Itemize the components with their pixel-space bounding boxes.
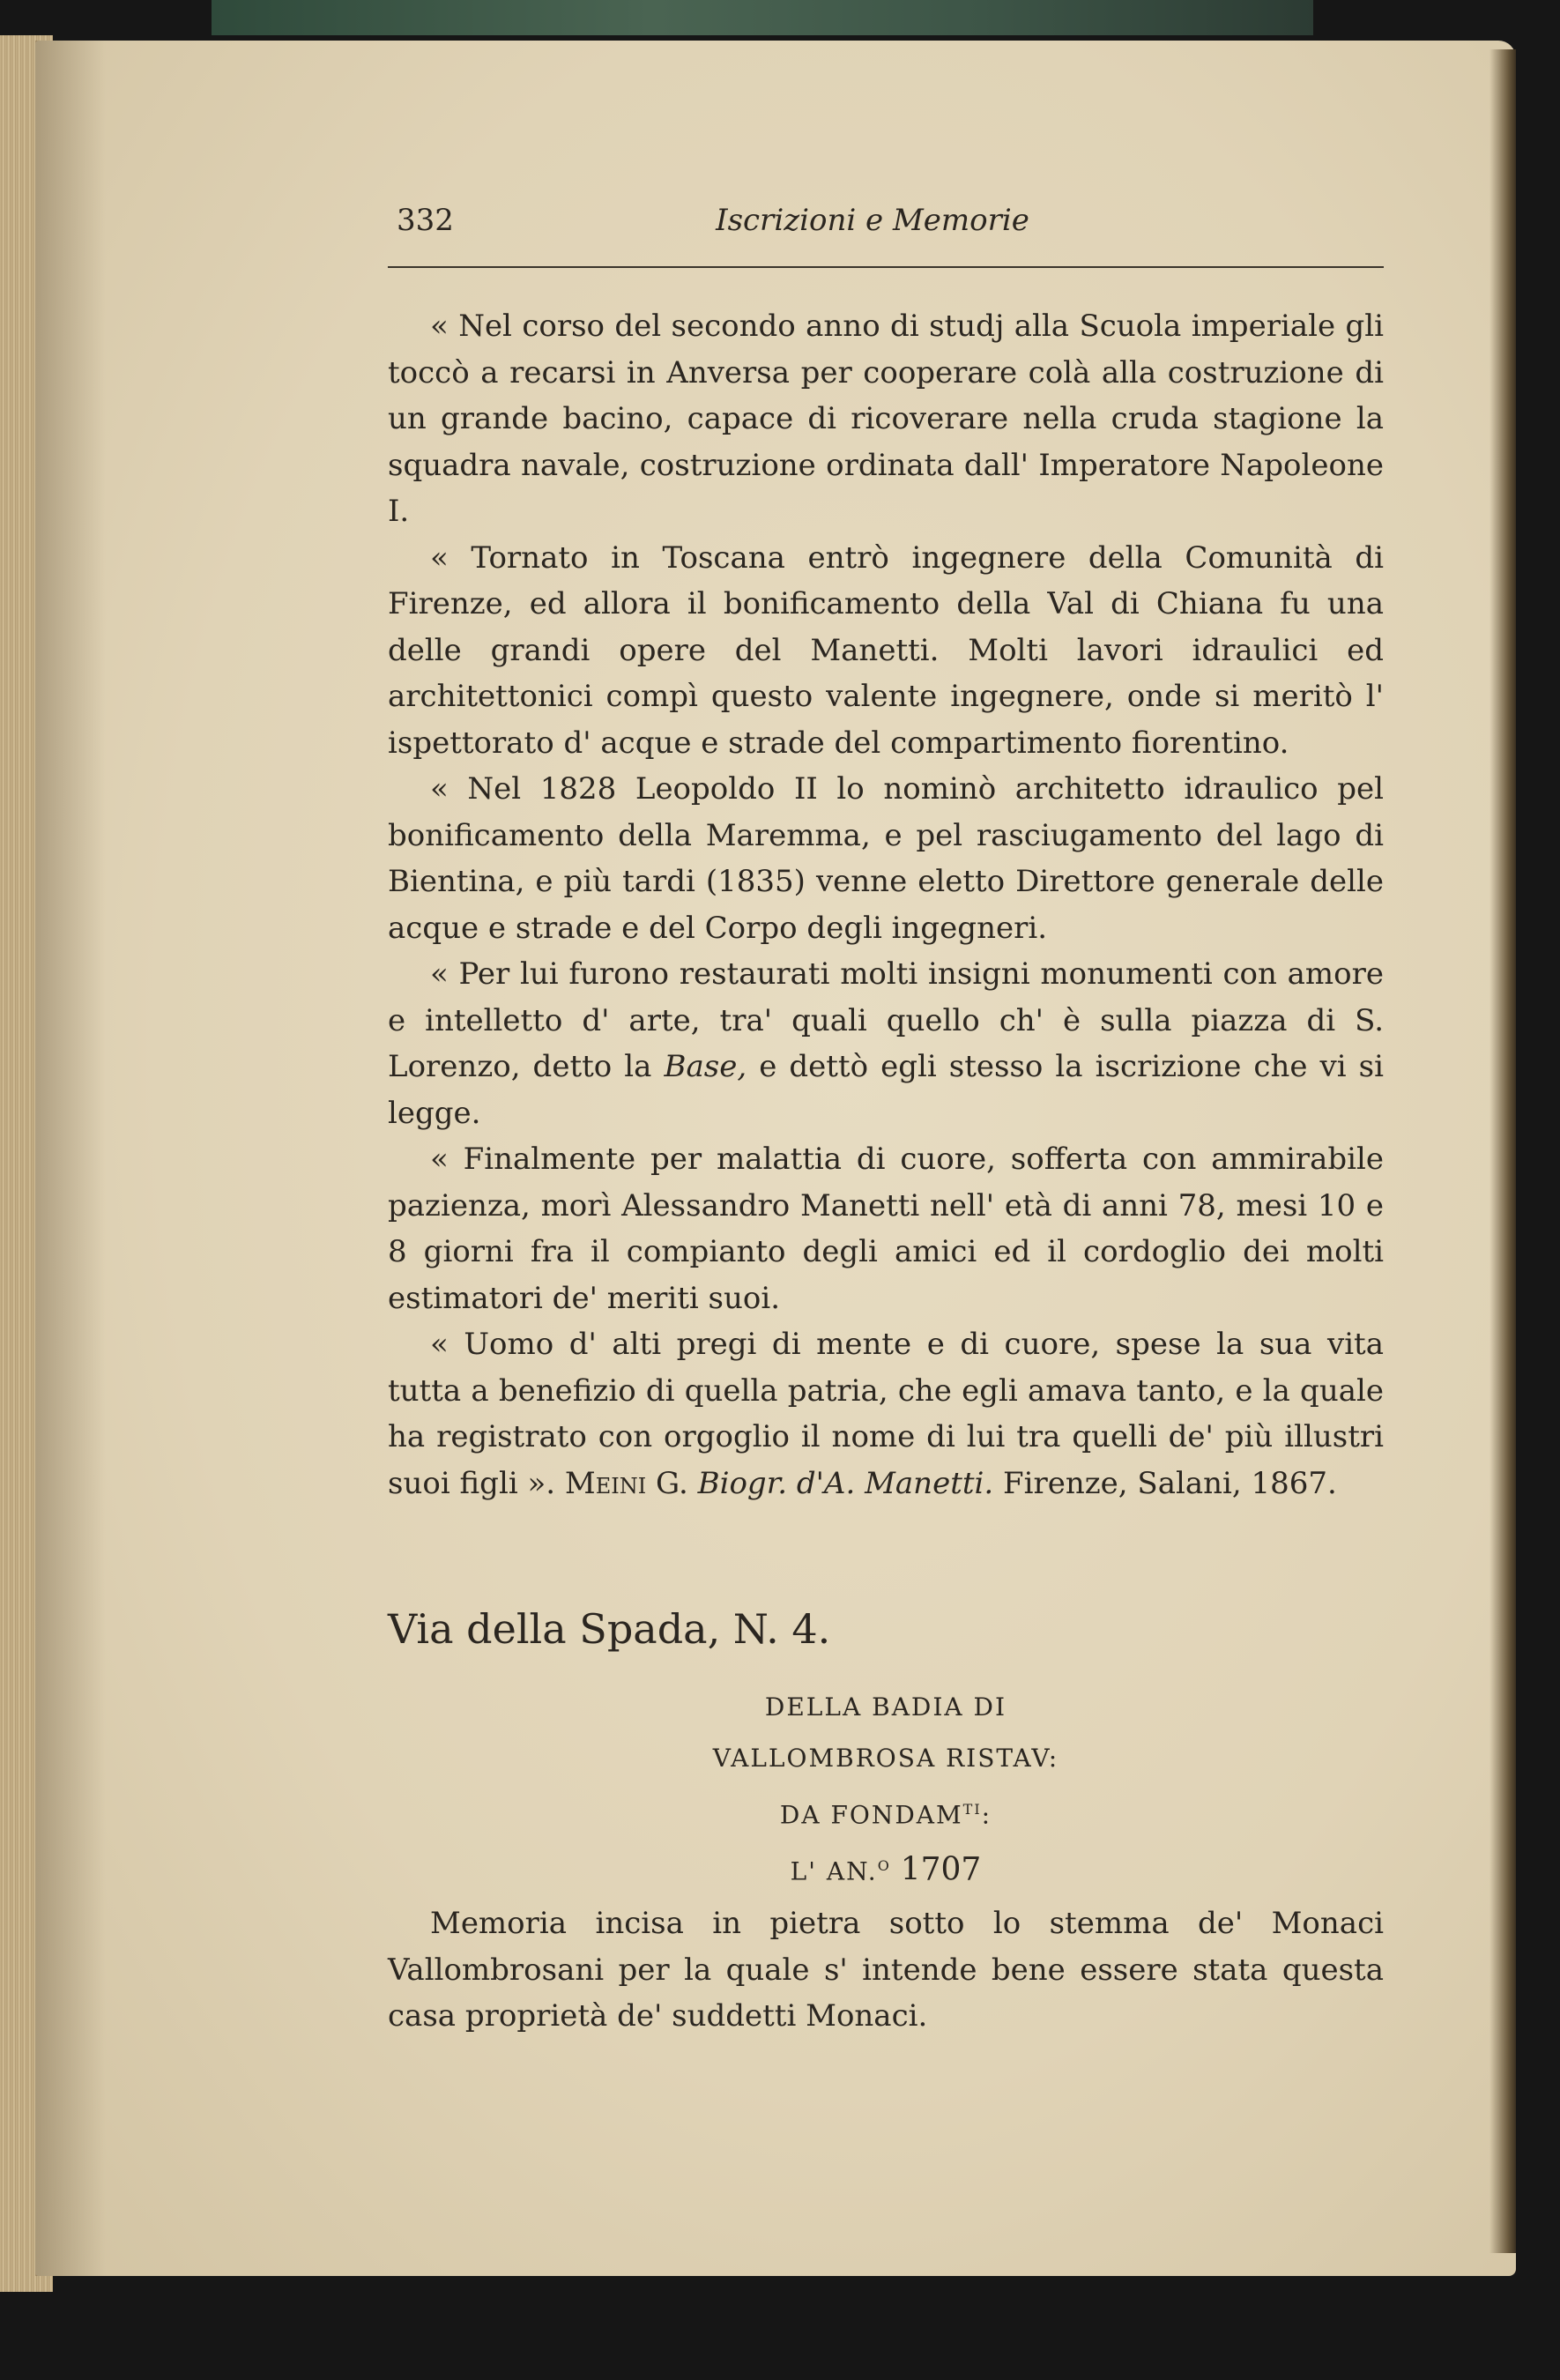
paragraph-6 [388, 1321, 1384, 1506]
inscription-year: 1707 [900, 1851, 982, 1888]
paragraph-4 [388, 951, 1384, 1136]
header-rule [388, 266, 1384, 268]
paragraph-1: « Nel corso del secondo anno di studj alla Scuola imperiale gli toccò a recarsi in Anversa per cooperare colà alla costruzione di un grande bacino, capace di ricoverare nella cruda stagione la squadra navale, costruzione ordinata dall' Imperatore Napoleone I. [388, 309, 1384, 529]
citation-title: Biogr. d'A. Manetti. [697, 1465, 994, 1501]
inscription-line-3-sup: TI [962, 1801, 982, 1818]
paragraph-5: « Finalmente per malattia di cuore, sofferta con ammirabile pazienza, morì Alessandro Manetti nell' età di anni 78, mesi 10 e 8 giorni fra il compianto degli amici ed il cordoglio dei molti estimatori de' meriti suoi. [388, 1142, 1384, 1316]
paragraph-4-end: e dettò egli stesso la iscrizione che vi si legge. [388, 1049, 1384, 1131]
book-page [35, 41, 1516, 2276]
inscription-line-1: DELLA BADIA DI [764, 1692, 1007, 1722]
citation-author: Meini G. [564, 1465, 688, 1501]
paragraph-4-italic: Base, [664, 1049, 747, 1084]
paragraph-4-text: « Per lui furono restaurati molti insigni monumenti con amore e intelletto d' arte, tra' quali quello ch' è sulla piazza di S. Lorenzo, detto la [388, 956, 1384, 1084]
section-note [388, 1900, 1384, 2040]
section-heading: Via della Spada, N. 4. [388, 1605, 831, 1653]
inscription-line-3-end: : [981, 1800, 992, 1830]
paragraph-3: « Nel 1828 Leopoldo II lo nominò architetto idraulico pel bonificamento della Maremma, e pel rasciugamento del lago di Bientina, e più tardi (1835) venne eletto Direttore generale delle acque e strade e del Corpo degli ingegneri. [388, 771, 1384, 946]
inscription-line-3-text: DA FONDAM [779, 1800, 963, 1830]
paragraph-6-text: « Uomo d' alti pregi di mente e di cuore, spese la sua vita tutta a benefizio di quella patria, che egli amava tanto, e la quale ha registrato con orgoglio il nome di lui tra quelli de' più illustri suoi figli ». [388, 1327, 1384, 1501]
page-number: 332 [397, 203, 454, 238]
inscription-line-4-sup: O [877, 1857, 891, 1875]
inscription-line-3 [388, 1784, 1384, 1841]
running-title: Iscrizioni e Memorie [716, 203, 1029, 238]
page-right-edge [1489, 49, 1516, 2253]
inscription [388, 1682, 1384, 1898]
note-paragraph: Memoria incisa in pietra sotto lo stemma de' Monaci Vallombrosani per la quale s' intende bene essere stata questa casa proprietà de' suddetti Monaci. [388, 1906, 1384, 2034]
paragraph-2: « Tornato in Toscana entrò ingegnere della Comunità di Firenze, ed allora il bonificamento della Val di Chiana fu una delle grandi opere del Manetti. Molti lavori idraulici ed architettonici compì questo valente ingegnere, onde si meritò l' ispettorato d' acque e strade del compartimento fiorentino. [388, 539, 1384, 761]
inscription-line-4-text: L' AN. [790, 1856, 878, 1886]
inscription-line-4 [388, 1841, 1384, 1897]
inscription-line-2: VALLOMBROSA RISTAV: [712, 1744, 1059, 1773]
body-text [388, 303, 1384, 1506]
page-gutter-shadow [35, 41, 106, 2276]
book-cover-strip [212, 0, 1313, 35]
page-header [353, 197, 1393, 242]
citation-publisher: Firenze, Salani, 1867. [993, 1465, 1337, 1501]
